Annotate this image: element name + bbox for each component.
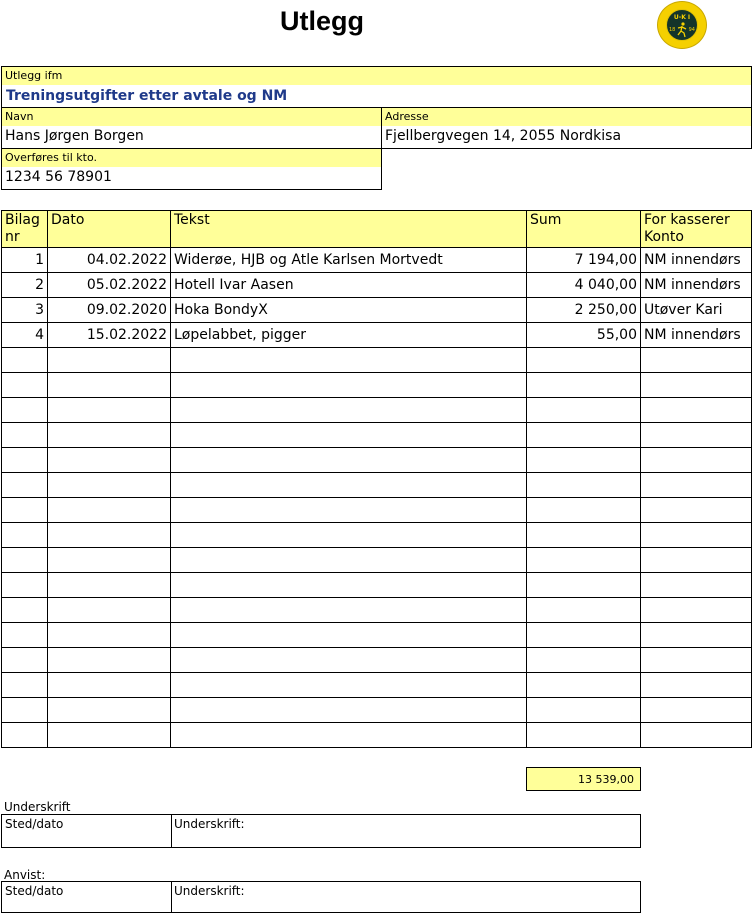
dato-cell[interactable] (48, 423, 171, 448)
dato-cell[interactable] (48, 673, 171, 698)
konto-cell[interactable] (641, 348, 752, 373)
sum-cell[interactable] (527, 448, 641, 473)
total-sum: 13 539,00 (526, 767, 641, 791)
konto-cell[interactable] (641, 423, 752, 448)
table-row-empty (2, 648, 752, 673)
table-row-empty (2, 523, 752, 548)
col-header-tekst: Tekst (171, 211, 527, 248)
sum-cell[interactable] (527, 598, 641, 623)
sted-dato-label-1: Sted/dato (5, 817, 64, 831)
dato-cell[interactable]: 09.02.2020 (48, 298, 171, 323)
sum-cell[interactable] (527, 473, 641, 498)
sum-cell[interactable]: 2 250,00 (527, 298, 641, 323)
table-row (2, 298, 752, 323)
konto-cell[interactable] (641, 448, 752, 473)
sum-cell[interactable] (527, 623, 641, 648)
table-row-empty (2, 573, 752, 598)
table-row-empty (2, 598, 752, 623)
dato-cell[interactable] (48, 648, 171, 673)
konto-cell[interactable] (641, 673, 752, 698)
anvist-heading: Anvist: (4, 868, 46, 882)
underskrift-heading: Underskrift (4, 800, 71, 814)
anvist-divider (171, 882, 172, 912)
konto-box (1, 148, 382, 190)
club-logo-emblem (666, 9, 698, 41)
adresse-label: Adresse (382, 108, 751, 126)
utlegg-ifm-value[interactable]: Treningsutgifter etter avtale og NM (6, 88, 288, 104)
table-row (2, 323, 752, 348)
table-row-empty (2, 548, 752, 573)
konto-cell[interactable]: Utøver Kari (641, 298, 752, 323)
tekst-cell[interactable] (171, 648, 527, 673)
table-row (2, 273, 752, 298)
table-header-row (2, 211, 752, 248)
tekst-cell[interactable] (171, 598, 527, 623)
konto-cell[interactable] (641, 498, 752, 523)
dato-cell[interactable]: 04.02.2022 (48, 248, 171, 273)
col-header-dato: Dato (48, 211, 171, 248)
bilag-cell[interactable] (2, 423, 48, 448)
bilag-cell[interactable] (2, 523, 48, 548)
tekst-cell[interactable] (171, 498, 527, 523)
sum-cell[interactable] (527, 498, 641, 523)
table-row-empty (2, 473, 752, 498)
tekst-cell[interactable] (171, 423, 527, 448)
logo-year-right: 94 (688, 27, 695, 33)
club-logo (657, 1, 707, 49)
dato-cell[interactable] (48, 548, 171, 573)
underskrift-box[interactable] (1, 814, 641, 848)
table-row-empty (2, 673, 752, 698)
runner-icon (677, 22, 688, 38)
col-header-sum: Sum (527, 211, 641, 248)
sum-cell[interactable]: 55,00 (527, 323, 641, 348)
tekst-cell[interactable]: Widerøe, HJB og Atle Karlsen Mortvedt (171, 248, 527, 273)
dato-cell[interactable]: 05.02.2022 (48, 273, 171, 298)
konto-cell[interactable] (641, 548, 752, 573)
sum-cell[interactable]: 7 194,00 (527, 248, 641, 273)
dato-cell[interactable] (48, 523, 171, 548)
tekst-cell[interactable] (171, 673, 527, 698)
konto-cell[interactable] (641, 573, 752, 598)
adresse-value[interactable]: Fjellbergvegen 14, 2055 Nordkisa (385, 128, 622, 144)
page-title: Utlegg (280, 6, 364, 36)
navn-label: Navn (2, 108, 381, 126)
konto-value[interactable]: 1234 56 78901 (5, 169, 112, 185)
sum-cell[interactable] (527, 673, 641, 698)
dato-cell[interactable] (48, 698, 171, 723)
sum-cell[interactable] (527, 523, 641, 548)
logo-text: U-K I (673, 14, 691, 21)
table-row-empty (2, 348, 752, 373)
dato-cell[interactable]: 15.02.2022 (48, 323, 171, 348)
underskrift-label-2: Underskrift: (174, 884, 245, 898)
table-row-empty (2, 398, 752, 423)
tekst-cell[interactable]: Hoka BondyX (171, 298, 527, 323)
tekst-cell[interactable] (171, 548, 527, 573)
sum-cell[interactable] (527, 373, 641, 398)
sum-cell[interactable] (527, 548, 641, 573)
bilag-cell[interactable] (2, 548, 48, 573)
sted-dato-label-2: Sted/dato (5, 884, 64, 898)
logo-year-left: 18 (669, 27, 676, 33)
sum-cell[interactable] (527, 348, 641, 373)
table-row-empty (2, 698, 752, 723)
dato-cell[interactable] (48, 498, 171, 523)
sum-cell[interactable] (527, 573, 641, 598)
col-header-bilag: Bilag nr (2, 211, 48, 248)
navn-value[interactable]: Hans Jørgen Borgen (5, 128, 144, 144)
col-header-konto: For kasserer Konto (641, 211, 752, 248)
tekst-cell[interactable]: Løpelabbet, pigger (171, 323, 527, 348)
bilag-cell[interactable]: 3 (2, 298, 48, 323)
utlegg-ifm-box (1, 66, 752, 108)
tekst-cell[interactable] (171, 473, 527, 498)
bilag-cell[interactable] (2, 348, 48, 373)
bilag-cell[interactable] (2, 648, 48, 673)
dato-cell[interactable] (48, 373, 171, 398)
bilag-cell[interactable] (2, 448, 48, 473)
tekst-cell[interactable]: Hotell Ivar Aasen (171, 273, 527, 298)
sum-cell[interactable] (527, 648, 641, 673)
bilag-cell[interactable]: 2 (2, 273, 48, 298)
navn-box (1, 107, 382, 149)
konto-cell[interactable]: NM innendørs (641, 323, 752, 348)
konto-cell[interactable] (641, 623, 752, 648)
tekst-cell[interactable] (171, 573, 527, 598)
bilag-cell[interactable] (2, 598, 48, 623)
konto-cell[interactable] (641, 373, 752, 398)
bilag-cell[interactable] (2, 473, 48, 498)
dato-cell[interactable] (48, 623, 171, 648)
tekst-cell[interactable] (171, 348, 527, 373)
tekst-cell[interactable] (171, 398, 527, 423)
expense-table (1, 210, 752, 748)
sum-cell[interactable] (527, 698, 641, 723)
bilag-cell[interactable] (2, 498, 48, 523)
konto-cell[interactable]: NM innendørs (641, 248, 752, 273)
anvist-box[interactable] (1, 881, 641, 913)
bilag-cell[interactable] (2, 373, 48, 398)
tekst-cell[interactable] (171, 698, 527, 723)
konto-cell[interactable] (641, 523, 752, 548)
tekst-cell[interactable] (171, 448, 527, 473)
bilag-cell[interactable] (2, 673, 48, 698)
utlegg-ifm-label: Utlegg ifm (2, 67, 751, 85)
konto-cell[interactable]: NM innendørs (641, 273, 752, 298)
konto-cell[interactable] (641, 398, 752, 423)
dato-cell[interactable] (48, 398, 171, 423)
bilag-cell[interactable]: 1 (2, 248, 48, 273)
underskrift-label-1: Underskrift: (174, 817, 245, 831)
sum-cell[interactable] (527, 398, 641, 423)
adresse-box (381, 107, 752, 149)
bilag-cell[interactable] (2, 573, 48, 598)
table-row-empty (2, 723, 752, 748)
table-row-empty (2, 423, 752, 448)
table-row-empty (2, 498, 752, 523)
konto-cell[interactable] (641, 698, 752, 723)
tekst-cell[interactable] (171, 373, 527, 398)
table-row-empty (2, 623, 752, 648)
bilag-cell[interactable]: 4 (2, 323, 48, 348)
bilag-cell[interactable] (2, 623, 48, 648)
dato-cell[interactable] (48, 473, 171, 498)
sum-cell[interactable]: 4 040,00 (527, 273, 641, 298)
dato-cell[interactable] (48, 348, 171, 373)
tekst-cell[interactable] (171, 623, 527, 648)
dato-cell[interactable] (48, 448, 171, 473)
table-row-empty (2, 448, 752, 473)
konto-cell[interactable] (641, 648, 752, 673)
table-row-empty (2, 373, 752, 398)
sum-cell[interactable] (527, 423, 641, 448)
bilag-cell[interactable] (2, 698, 48, 723)
konto-cell[interactable] (641, 598, 752, 623)
konto-cell[interactable] (641, 723, 752, 748)
sum-cell[interactable] (527, 723, 641, 748)
tekst-cell[interactable] (171, 723, 527, 748)
table-row (2, 248, 752, 273)
dato-cell[interactable] (48, 723, 171, 748)
underskrift-divider (171, 815, 172, 847)
tekst-cell[interactable] (171, 523, 527, 548)
konto-cell[interactable] (641, 473, 752, 498)
dato-cell[interactable] (48, 573, 171, 598)
konto-label: Overføres til kto. (2, 149, 381, 167)
bilag-cell[interactable] (2, 398, 48, 423)
dato-cell[interactable] (48, 598, 171, 623)
bilag-cell[interactable] (2, 723, 48, 748)
